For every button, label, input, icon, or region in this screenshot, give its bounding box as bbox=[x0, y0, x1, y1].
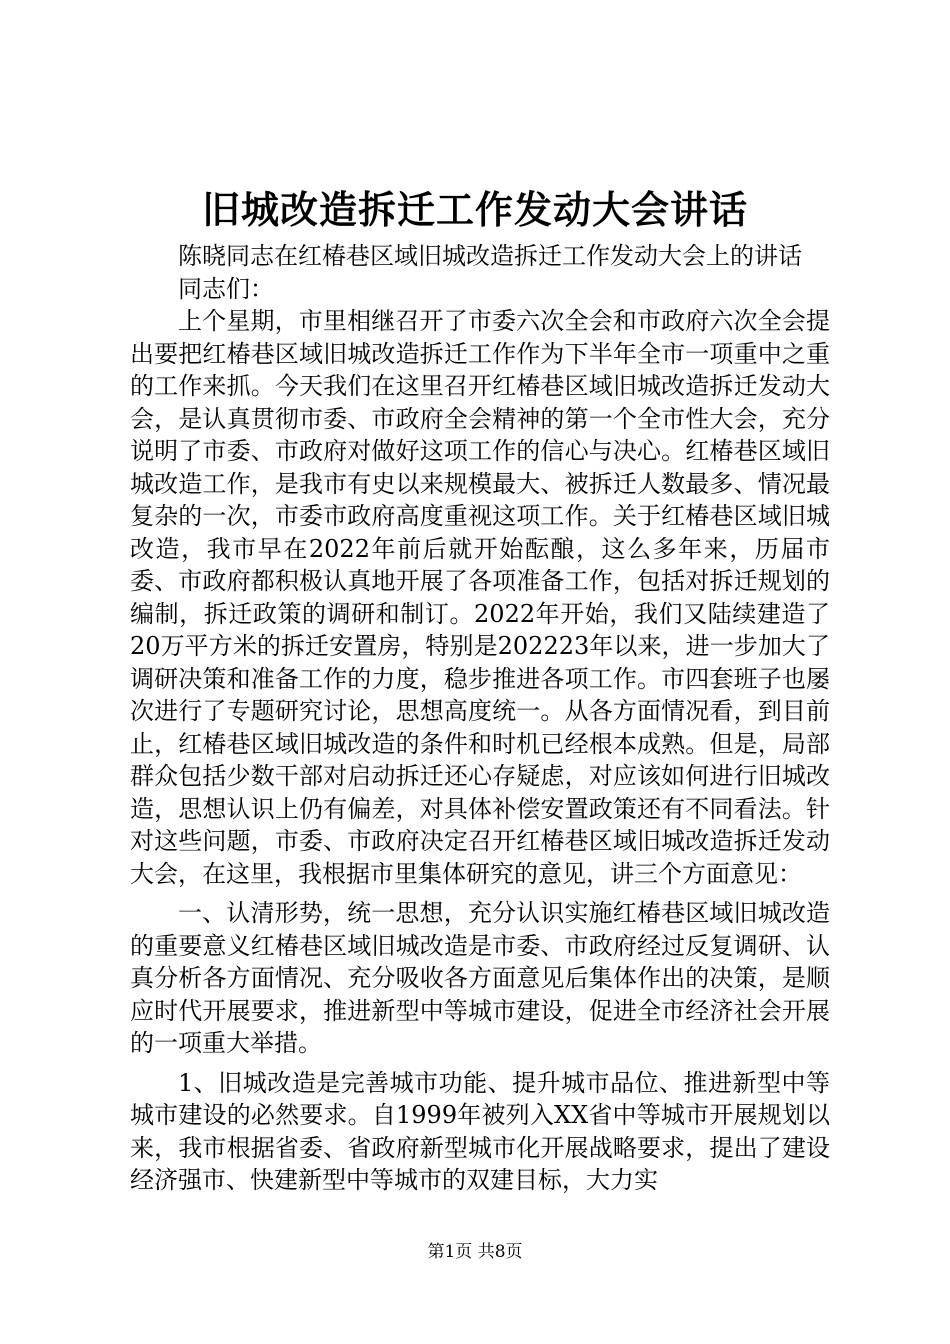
paragraph-section-one: 一、认清形势，统一思想，充分认识实施红椿巷区域旧城改造的重要意义红椿巷区域旧城改造是市委、市政府经过反复调研、认真分析各方面情况、充分吸收各方面意见后集体作出的决策，是顺应时代开展要求，推进新型中等城市建设，促进全市经济社会开展的一项重大举措。 bbox=[130, 899, 830, 1057]
paragraph-intro: 上个星期，市里相继召开了市委六次全会和市政府六次全会提出要把红椿巷区域旧城改造拆迁工作作为下半年全市一项重中之重的工作来抓。今天我们在这里召开红椿巷区域旧城改造拆迁发动大会，是认真贯彻市委、市政府全会精神的第一个全市性大会，充分说明了市委、市政府对做好这项工作的信心与决心。红椿巷区域旧城改造工作，是我市有史以来规模最大、被拆迁人数最多、情况最复杂的一次，市委市政府高度重视这项工作。关于红椿巷区域旧城改造，我市早在2022年前后就开始酝酿，这么多年来，历届市委、市政府都积极认真地开展了各项准备工作，包括对拆迁规划的编制，拆迁政策的调研和制订。2022年开始，我们又陆续建造了20万平方米的拆迁安置房，特别是202223年以来，进一步加大了调研决策和准备工作的力度，稳步推进各项工作。市四套班子也屡次进行了专题研究讨论，思想高度统一。从各方面情况看，到目前止，红椿巷区域旧城改造的条件和时机已经根本成熟。但是，局部群众包括少数干部对启动拆迁还心存疑虑，对应该如何进行旧城改造，思想认识上仍有偏差，对具体补偿安置政策还有不同看法。针对这些问题，市委、市政府决定召开红椿巷区域旧城改造拆迁发动大会，在这里，我根据市里集体研究的意见，讲三个方面意见： bbox=[130, 307, 830, 888]
document-title: 旧城改造拆迁工作发动大会讲话 bbox=[201, 187, 748, 232]
document-body bbox=[130, 240, 830, 1197]
page-number-footer: 第1页 共8页 bbox=[427, 1242, 523, 1262]
salutation-line: 同志们： bbox=[178, 274, 274, 303]
paragraph-point-one: 1、旧城改造是完善城市功能、提升城市品位、推进新型中等城市建设的必然要求。自1999年被列入XX省中等城市开展规划以来，我市根据省委、省政府新型城市化开展战略要求，提出了建设经济强市、快建新型中等城市的双建目标，大力实 bbox=[130, 1068, 830, 1194]
subtitle-line: 陈晓同志在红椿巷区域旧城改造拆迁工作发动大会上的讲话 bbox=[178, 242, 802, 270]
